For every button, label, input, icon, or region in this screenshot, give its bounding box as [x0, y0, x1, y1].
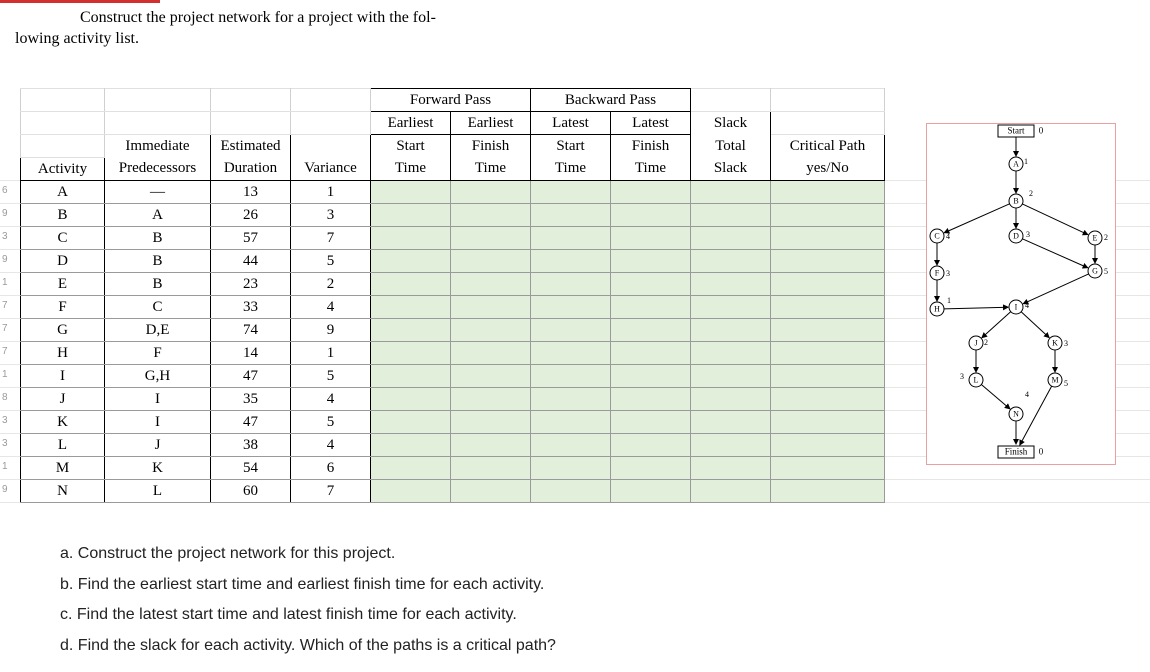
cell-slack[interactable] — [691, 342, 771, 365]
cell-latest-start[interactable] — [531, 434, 611, 457]
cell-critical-path[interactable] — [771, 319, 885, 342]
cell-duration: 33 — [211, 296, 291, 319]
header-latest-finish-1: Latest — [611, 112, 691, 135]
cell-earliest-start[interactable] — [371, 480, 451, 503]
cell-duration: 14 — [211, 342, 291, 365]
cell-critical-path[interactable] — [771, 181, 885, 204]
header-earliest-start-1: Earliest — [371, 112, 451, 135]
cell-predecessors: A — [105, 204, 211, 227]
cell-latest-finish[interactable] — [611, 388, 691, 411]
cell-duration: 13 — [211, 181, 291, 204]
table-row — [21, 296, 885, 319]
cell-slack[interactable] — [691, 365, 771, 388]
cell-variance: 7 — [291, 480, 371, 503]
cell-latest-finish[interactable] — [611, 296, 691, 319]
edge-I-K — [1021, 312, 1049, 338]
node-K — [1048, 336, 1068, 350]
header-critical-1: Critical Path — [771, 135, 885, 158]
cell-earliest-start[interactable] — [371, 411, 451, 434]
node-label: N — [1013, 409, 1019, 419]
cell-variance: 5 — [291, 411, 371, 434]
cell-slack[interactable] — [691, 227, 771, 250]
cell-latest-finish[interactable] — [611, 250, 691, 273]
finish-node-label: Finish — [1004, 446, 1028, 457]
cell-slack[interactable] — [691, 411, 771, 434]
network-edges — [934, 137, 1095, 445]
table-row — [21, 204, 885, 227]
cell-latest-finish[interactable] — [611, 342, 691, 365]
blank-cell — [291, 89, 371, 112]
spreadsheet-row-number: 3 — [2, 415, 8, 426]
node-duration: 2 — [1104, 232, 1108, 242]
spreadsheet-row-number: 1 — [2, 461, 8, 472]
header-critical-2: yes/No — [771, 158, 885, 181]
cell-variance: 1 — [291, 181, 371, 204]
cell-duration: 57 — [211, 227, 291, 250]
cell-duration: 47 — [211, 365, 291, 388]
header-latest-finish-3: Time — [611, 158, 691, 181]
cell-duration: 26 — [211, 204, 291, 227]
spreadsheet-row-number: 7 — [2, 323, 8, 334]
cell-latest-finish[interactable] — [611, 227, 691, 250]
cell-earliest-finish[interactable] — [451, 480, 531, 503]
cell-latest-finish[interactable] — [611, 434, 691, 457]
cell-duration: 23 — [211, 273, 291, 296]
cell-latest-finish[interactable] — [611, 457, 691, 480]
cell-predecessors: K — [105, 457, 211, 480]
cell-duration: 74 — [211, 319, 291, 342]
header-estimated-2: Duration — [211, 158, 291, 181]
question-d: d. Find the slack for each activity. Which of the paths is a critical path? — [60, 637, 556, 654]
cell-earliest-start[interactable] — [371, 250, 451, 273]
cell-earliest-finish[interactable] — [451, 411, 531, 434]
blank-cell — [105, 112, 211, 135]
table-row — [21, 457, 885, 480]
header-latest-start-3: Time — [531, 158, 611, 181]
cell-slack[interactable] — [691, 388, 771, 411]
header-row-2 — [21, 112, 885, 135]
node-M — [1048, 373, 1068, 388]
cell-variance: 5 — [291, 365, 371, 388]
cell-earliest-finish[interactable] — [451, 319, 531, 342]
cell-variance: 1 — [291, 342, 371, 365]
cell-duration: 47 — [211, 411, 291, 434]
blank-cell — [291, 112, 371, 135]
node-G — [1088, 264, 1108, 278]
cell-earliest-start[interactable] — [371, 434, 451, 457]
node-label: E — [1092, 233, 1098, 243]
spreadsheet-row-number: 3 — [2, 438, 8, 449]
cell-activity: G — [21, 319, 105, 342]
cell-predecessors: F — [105, 342, 211, 365]
cell-slack[interactable] — [691, 319, 771, 342]
cell-latest-start[interactable] — [531, 296, 611, 319]
header-latest-start-2: Start — [531, 135, 611, 158]
blank-cell — [21, 135, 105, 158]
cell-earliest-start[interactable] — [371, 273, 451, 296]
cell-variance: 7 — [291, 227, 371, 250]
cell-latest-start[interactable] — [531, 411, 611, 434]
edge-L-N — [981, 385, 1010, 409]
cell-duration: 38 — [211, 434, 291, 457]
node-duration: 1 — [1024, 156, 1028, 166]
cell-earliest-start[interactable] — [371, 204, 451, 227]
node-label: M — [1051, 375, 1059, 385]
cell-critical-path[interactable] — [771, 434, 885, 457]
cell-latest-start[interactable] — [531, 250, 611, 273]
header-earliest-finish-1: Earliest — [451, 112, 531, 135]
table-row — [21, 342, 885, 365]
cell-duration: 60 — [211, 480, 291, 503]
cell-duration: 54 — [211, 457, 291, 480]
intro-line-2: lowing activity list. — [15, 30, 139, 47]
node-E — [1088, 231, 1108, 245]
node-label: I — [1014, 302, 1018, 312]
finish-node — [998, 446, 1044, 458]
table-row — [21, 273, 885, 296]
node-I — [1009, 300, 1029, 314]
blank-cell — [105, 89, 211, 112]
table-row — [21, 250, 885, 273]
blank-cell — [21, 89, 105, 112]
cell-latest-finish[interactable] — [611, 204, 691, 227]
cell-activity: D — [21, 250, 105, 273]
cell-activity: K — [21, 411, 105, 434]
cell-duration: 35 — [211, 388, 291, 411]
cell-latest-start[interactable] — [531, 181, 611, 204]
header-latest-start-1: Latest — [531, 112, 611, 135]
cell-activity: A — [21, 181, 105, 204]
cell-variance: 5 — [291, 250, 371, 273]
node-H — [930, 296, 951, 316]
cell-activity: I — [21, 365, 105, 388]
node-duration: 5 — [1104, 266, 1108, 276]
header-earliest-finish-2: Finish — [451, 135, 531, 158]
forward-pass-header: Forward Pass — [371, 89, 531, 112]
node-B — [1009, 189, 1033, 208]
cell-activity: C — [21, 227, 105, 250]
table-row — [21, 388, 885, 411]
spreadsheet-row-number: 9 — [2, 208, 8, 219]
cell-slack[interactable] — [691, 480, 771, 503]
cell-latest-finish[interactable] — [611, 480, 691, 503]
table-row — [21, 411, 885, 434]
node-duration: 4 — [946, 231, 950, 241]
cell-slack[interactable] — [691, 296, 771, 319]
cell-latest-start[interactable] — [531, 227, 611, 250]
cell-latest-start[interactable] — [531, 204, 611, 227]
edge-H-I — [944, 307, 1008, 309]
cell-latest-start[interactable] — [531, 319, 611, 342]
cell-earliest-start[interactable] — [371, 296, 451, 319]
cell-predecessors: I — [105, 411, 211, 434]
cell-earliest-finish[interactable] — [451, 227, 531, 250]
node-duration: 3 — [960, 371, 964, 381]
cell-slack[interactable] — [691, 457, 771, 480]
node-duration: 4 — [1025, 300, 1029, 310]
cell-variance: 4 — [291, 296, 371, 319]
cell-predecessors: J — [105, 434, 211, 457]
node-A — [1009, 157, 1028, 171]
top-accent-bar — [0, 0, 160, 3]
cell-earliest-start[interactable] — [371, 365, 451, 388]
spreadsheet-row-number: 1 — [2, 277, 8, 288]
table-row — [21, 319, 885, 342]
start-node — [998, 125, 1044, 137]
cell-earliest-finish[interactable] — [451, 273, 531, 296]
edge-B-E — [1022, 204, 1087, 235]
header-immediate-1: Immediate — [105, 135, 211, 158]
cell-predecessors: D,E — [105, 319, 211, 342]
spreadsheet-row-number: 1 — [2, 369, 8, 380]
cell-slack[interactable] — [691, 250, 771, 273]
cell-earliest-finish[interactable] — [451, 250, 531, 273]
node-label: H — [934, 304, 940, 314]
cell-variance: 9 — [291, 319, 371, 342]
table-row — [21, 181, 885, 204]
cell-latest-start[interactable] — [531, 273, 611, 296]
header-estimated-1: Estimated — [211, 135, 291, 158]
cell-earliest-start[interactable] — [371, 227, 451, 250]
cell-variance: 4 — [291, 388, 371, 411]
spreadsheet-row-number: 8 — [2, 392, 8, 403]
cell-predecessors: — — [105, 181, 211, 204]
cell-variance: 2 — [291, 273, 371, 296]
cell-slack[interactable] — [691, 434, 771, 457]
cell-critical-path[interactable] — [771, 296, 885, 319]
node-duration: 3 — [1064, 338, 1068, 348]
network-nodes — [930, 125, 1108, 458]
spreadsheet-row-number: 3 — [2, 231, 8, 242]
cell-critical-path[interactable] — [771, 480, 885, 503]
cell-earliest-finish[interactable] — [451, 457, 531, 480]
cell-activity: L — [21, 434, 105, 457]
question-a: a. Construct the project network for this project. — [60, 545, 396, 562]
blank-cell — [211, 89, 291, 112]
cell-latest-start[interactable] — [531, 457, 611, 480]
node-label: B — [1013, 196, 1019, 206]
cell-slack[interactable] — [691, 204, 771, 227]
header-latest-finish-2: Finish — [611, 135, 691, 158]
node-duration: 2 — [1029, 188, 1033, 198]
spreadsheet-row-number: 9 — [2, 254, 8, 265]
cell-critical-path[interactable] — [771, 273, 885, 296]
network-svg — [927, 124, 1115, 464]
node-duration: 3 — [1026, 229, 1030, 239]
blank-cell — [291, 135, 371, 158]
node-label: J — [974, 338, 978, 348]
cell-critical-path[interactable] — [771, 365, 885, 388]
spreadsheet-row-number: 7 — [2, 346, 8, 357]
cell-slack[interactable] — [691, 181, 771, 204]
node-label: C — [934, 231, 940, 241]
blank-cell — [211, 112, 291, 135]
activity-table — [20, 88, 885, 503]
cell-earliest-start[interactable] — [371, 342, 451, 365]
cell-earliest-finish[interactable] — [451, 434, 531, 457]
spreadsheet-row-number: 7 — [2, 300, 8, 311]
node-label: D — [1013, 231, 1019, 241]
cell-predecessors: B — [105, 250, 211, 273]
node-duration: 4 — [1025, 389, 1029, 399]
intro-line-1: Construct the project network for a project with the fol- — [80, 9, 436, 26]
cell-activity: E — [21, 273, 105, 296]
cell-activity: M — [21, 457, 105, 480]
table-row — [21, 480, 885, 503]
cell-predecessors: I — [105, 388, 211, 411]
project-network-diagram — [926, 123, 1116, 465]
cell-activity: F — [21, 296, 105, 319]
node-C — [930, 229, 950, 243]
blank-cell — [771, 112, 885, 135]
blank-cell — [771, 89, 885, 112]
cell-earliest-finish[interactable] — [451, 204, 531, 227]
cell-predecessors: B — [105, 227, 211, 250]
node-N — [1009, 390, 1029, 421]
cell-activity: J — [21, 388, 105, 411]
cell-critical-path[interactable] — [771, 204, 885, 227]
cell-latest-start[interactable] — [531, 388, 611, 411]
cell-predecessors: C — [105, 296, 211, 319]
edge-G-I — [1023, 274, 1088, 304]
cell-earliest-start[interactable] — [371, 457, 451, 480]
cell-latest-finish[interactable] — [611, 273, 691, 296]
edge-B-C — [944, 204, 1009, 233]
cell-earliest-start[interactable] — [371, 181, 451, 204]
header-immediate-2: Predecessors — [105, 158, 211, 181]
cell-earliest-finish[interactable] — [451, 342, 531, 365]
cell-critical-path[interactable] — [771, 411, 885, 434]
edge-D-G — [1022, 239, 1087, 268]
node-label: K — [1052, 338, 1058, 348]
cell-predecessors: L — [105, 480, 211, 503]
cell-critical-path[interactable] — [771, 227, 885, 250]
cell-latest-start[interactable] — [531, 480, 611, 503]
header-earliest-start-3: Time — [371, 158, 451, 181]
header-variance: Variance — [291, 158, 371, 181]
cell-earliest-start[interactable] — [371, 319, 451, 342]
cell-slack[interactable] — [691, 273, 771, 296]
cell-duration: 44 — [211, 250, 291, 273]
node-label: A — [1013, 159, 1019, 169]
header-activity: Activity — [21, 158, 105, 181]
node-J — [969, 336, 988, 350]
cell-variance: 6 — [291, 457, 371, 480]
spreadsheet-row-number: 6 — [2, 185, 8, 196]
cell-variance: 3 — [291, 204, 371, 227]
question-b: b. Find the earliest start time and earliest finish time for each activity. — [60, 576, 545, 593]
finish-node-value: 0 — [1038, 446, 1044, 457]
blank-cell — [691, 89, 771, 112]
cell-activity: H — [21, 342, 105, 365]
cell-latest-finish[interactable] — [611, 365, 691, 388]
node-F — [930, 266, 950, 280]
cell-earliest-start[interactable] — [371, 388, 451, 411]
cell-critical-path[interactable] — [771, 457, 885, 480]
node-label: G — [1092, 266, 1098, 276]
cell-earliest-finish[interactable] — [451, 388, 531, 411]
cell-latest-start[interactable] — [531, 342, 611, 365]
cell-latest-finish[interactable] — [611, 319, 691, 342]
node-L — [960, 372, 983, 387]
node-label: L — [973, 375, 979, 385]
node-duration: 5 — [1064, 378, 1068, 388]
question-c: c. Find the latest start time and latest finish time for each activity. — [60, 606, 517, 623]
header-earliest-start-2: Start — [371, 135, 451, 158]
cell-critical-path[interactable] — [771, 342, 885, 365]
cell-critical-path[interactable] — [771, 388, 885, 411]
header-slack-3: Slack — [691, 158, 771, 181]
table-row — [21, 365, 885, 388]
cell-latest-finish[interactable] — [611, 411, 691, 434]
cell-activity: N — [21, 480, 105, 503]
node-label: F — [934, 268, 940, 278]
cell-critical-path[interactable] — [771, 250, 885, 273]
start-node-label: Start — [1007, 125, 1025, 136]
blank-cell — [21, 112, 105, 135]
node-duration: 2 — [984, 337, 988, 347]
cell-predecessors: G,H — [105, 365, 211, 388]
table-row — [21, 434, 885, 457]
cell-predecessors: B — [105, 273, 211, 296]
table-row — [21, 227, 885, 250]
header-earliest-finish-3: Time — [451, 158, 531, 181]
node-duration: 3 — [946, 268, 950, 278]
edge-I-J — [982, 312, 1011, 338]
cell-activity: B — [21, 204, 105, 227]
header-row-4 — [21, 158, 885, 181]
cell-latest-start[interactable] — [531, 365, 611, 388]
node-duration: 1 — [947, 295, 951, 305]
cell-earliest-finish[interactable] — [451, 365, 531, 388]
header-row-3 — [21, 135, 885, 158]
cell-variance: 4 — [291, 434, 371, 457]
header-slack-1: Slack — [691, 112, 771, 135]
cell-latest-finish[interactable] — [611, 181, 691, 204]
start-node-value: 0 — [1038, 125, 1044, 136]
cell-earliest-finish[interactable] — [451, 181, 531, 204]
backward-pass-header: Backward Pass — [531, 89, 691, 112]
cell-earliest-finish[interactable] — [451, 296, 531, 319]
spreadsheet-row-number: 9 — [2, 484, 8, 495]
header-slack-2: Total — [691, 135, 771, 158]
header-row-1 — [21, 89, 885, 112]
